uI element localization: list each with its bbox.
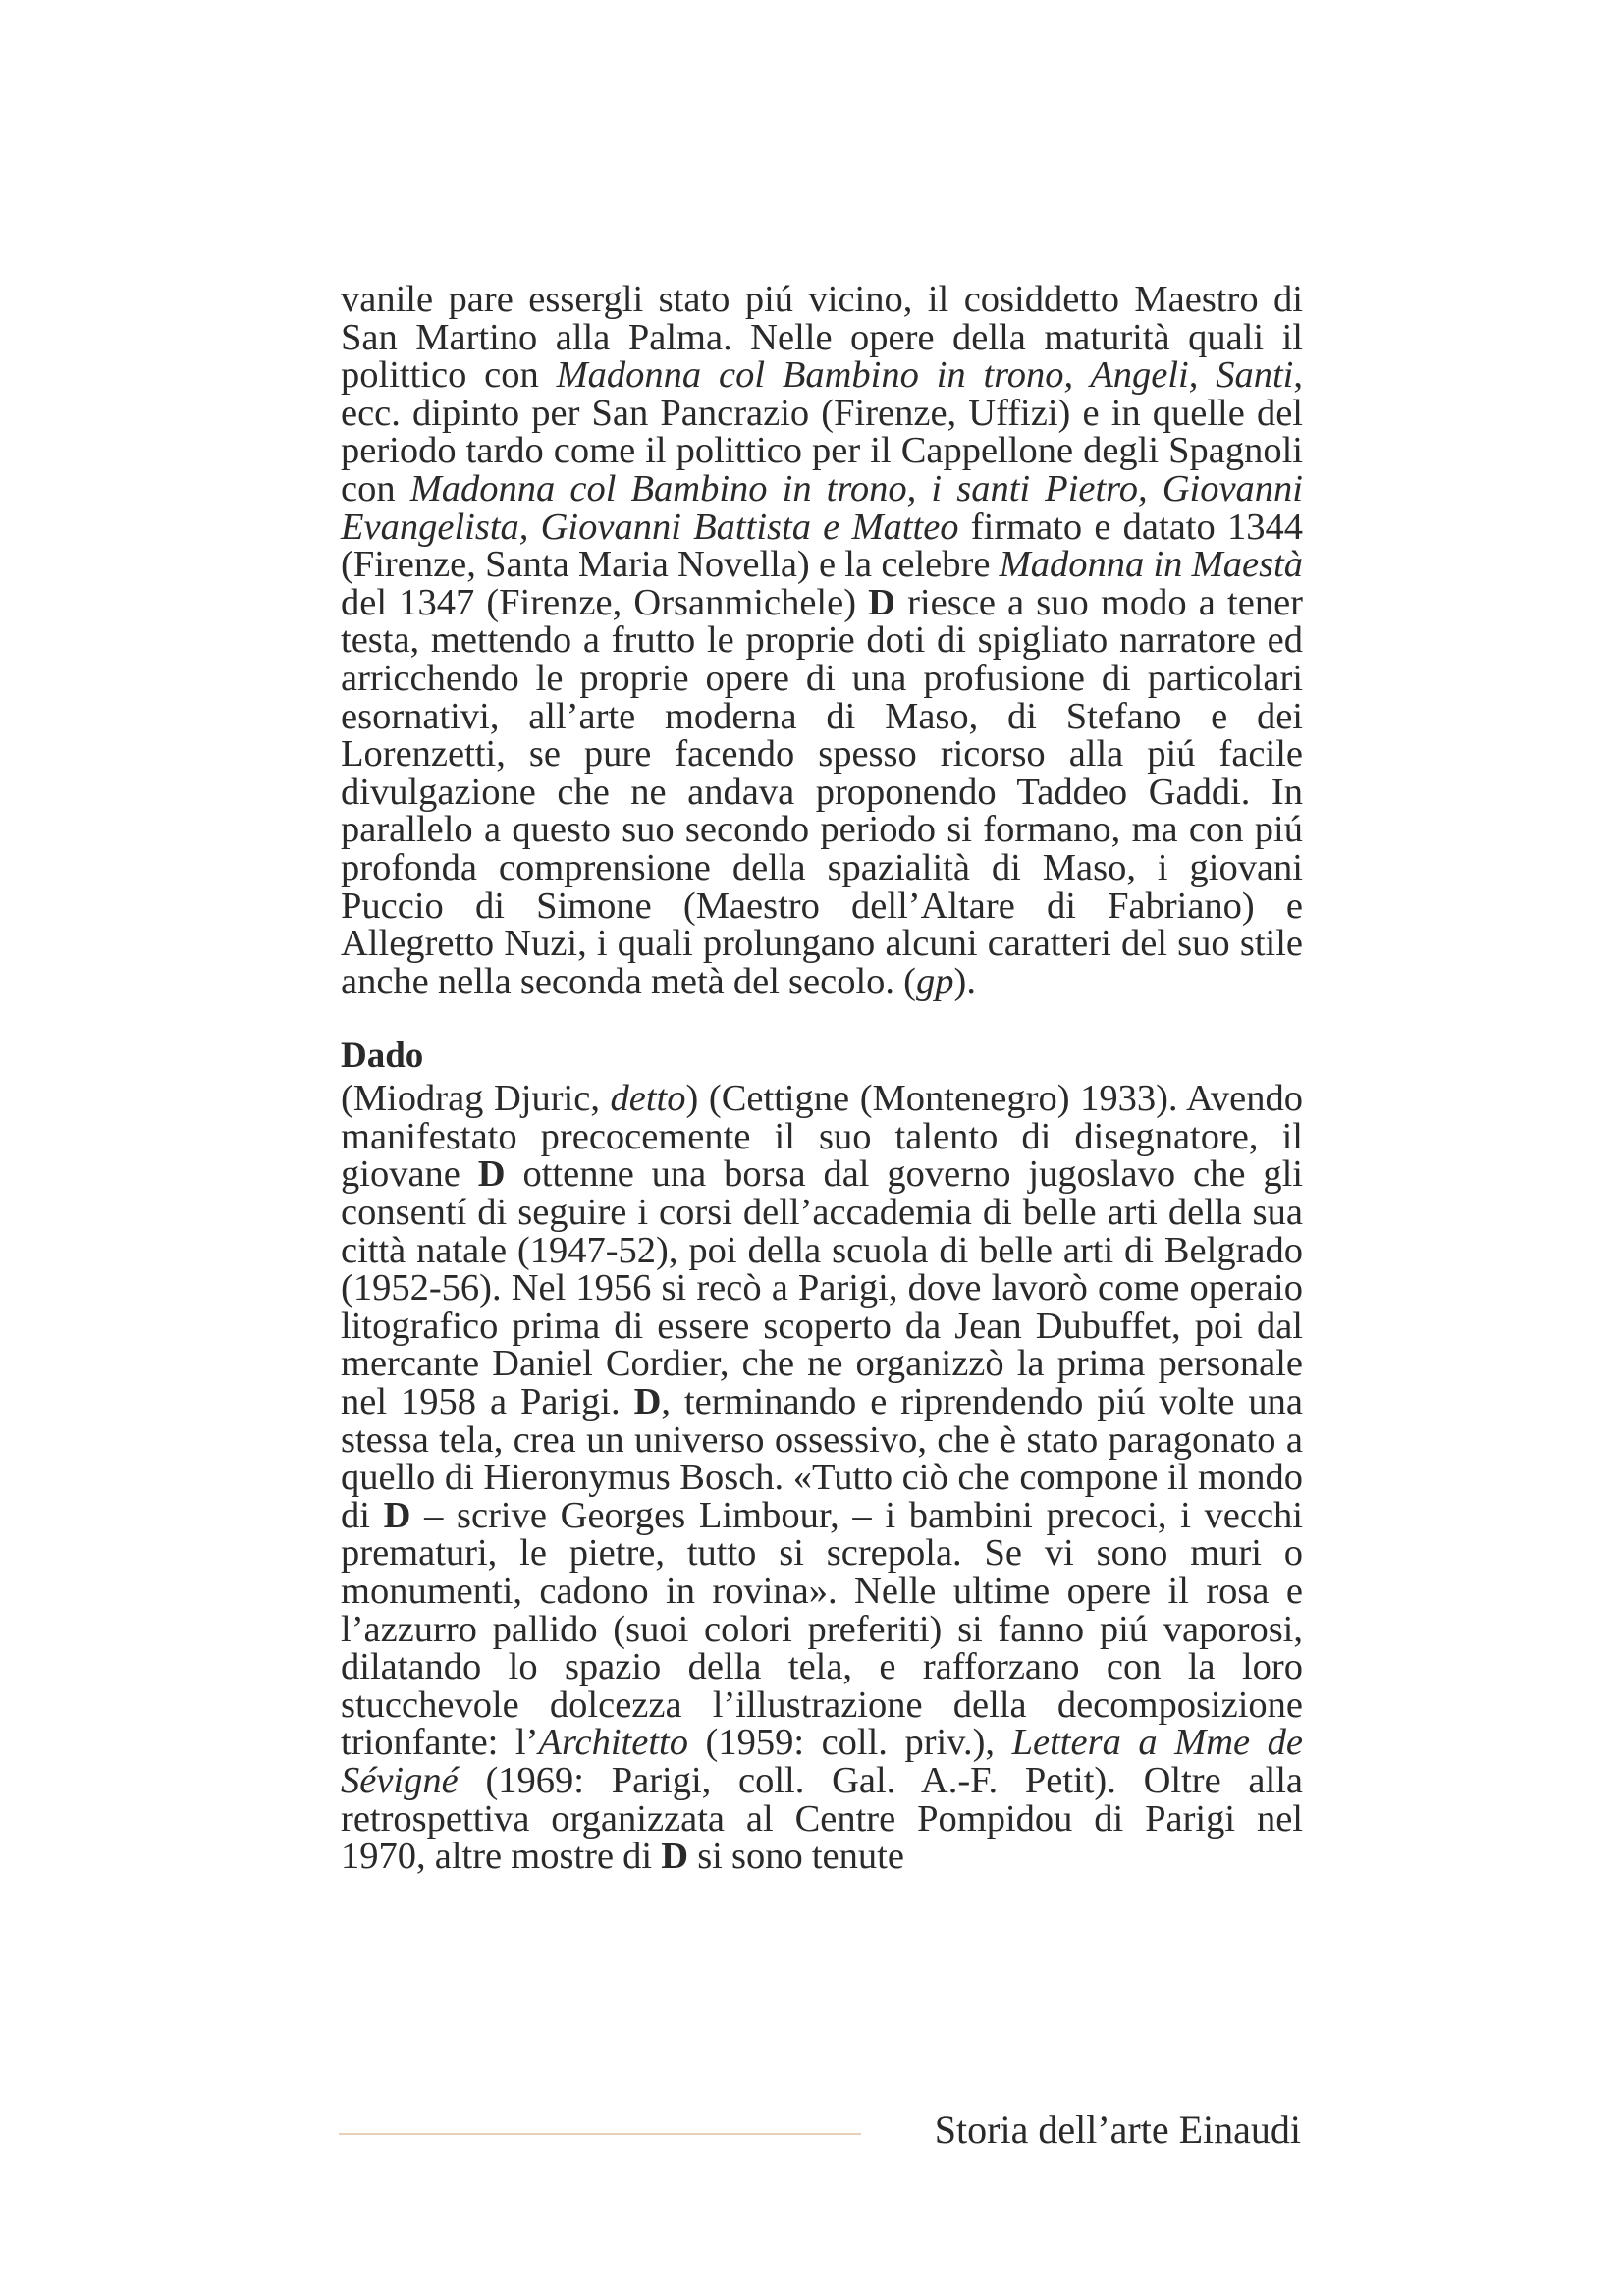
text-run: del 1347 (Firenze, Orsanmichele) — [341, 581, 869, 623]
text-run: si sono tenute — [688, 1836, 904, 1878]
text-run: (1969: Parigi, coll. Gal. A.-F. Petit). Oltre alla retrospettiva organizzata al Centre Pompidou di Parigi nel 1970, altre mostre di — [341, 1759, 1303, 1878]
text-run: ) (Cettigne (Montenegro) 1933). Avendo manifestato precocemente il suo talento di disegnatore, il giovane — [341, 1078, 1303, 1196]
entry-dado-paragraph — [341, 1078, 1304, 1878]
text-run: ). — [953, 960, 976, 1002]
artwork-title: Madonna in Maestà — [999, 544, 1303, 586]
text-run: riesce a suo modo a tener testa, mettendo a frutto le proprie doti di spigliato narratore ed arricchendo le proprie opere di una profusione di particolari esornativi, all’arte moderna di Maso, di Stefano e dei Lorenzetti, se pure facendo spesso ricorso alla piú facile divulgazione che ne andava proponendo Taddeo Gaddi. In parallelo a questo suo secondo periodo si formano, ma con piú profonda comprensione della spazialità di Maso, i giovani Puccio di Simone (Maestro dell’Altare di Fabriano) e Allegretto Nuzi, i quali prolungano alcuni caratteri del suo stile anche nella seconda metà del secolo. ( — [341, 581, 1303, 1002]
text-run: (Miodrag Djuric, — [341, 1078, 611, 1120]
page-body — [341, 281, 1303, 1876]
artwork-title: Lettera a Mme de Sévigné — [341, 1722, 1304, 1801]
footer-rule — [339, 2133, 861, 2135]
entry-heading-dado: Dado — [341, 1036, 424, 1077]
artist-abbreviation: D — [868, 581, 895, 623]
page-footer — [339, 2104, 1301, 2163]
artist-abbreviation: D — [383, 1494, 411, 1536]
text-run: firmato e datato 1344 (Firenze, Santa Maria Novella) e la celebre — [341, 506, 1303, 586]
artwork-title: Madonna col Bambino in trono, Angeli, Santi — [556, 354, 1294, 397]
text-run: ottenne una borsa dal governo jugoslavo che gli consentí di seguire i corsi dell’accademia di belle arti della sua città natale (1947-52), poi della scuola di belle arti di Belgrado (1952-56). Nel 1956 si recò a Parigi, dove lavorò come operaio litografico prima di essere scoperto da Jean Dubuffet, poi dal mercante Daniel Cordier, che ne organizzò la prima personale nel 1958 a Parigi. — [341, 1153, 1303, 1423]
text-run: vanile pare essergli stato piú vicino, il cosiddetto Maestro di San Martino alla Palma. Nelle opere della maturità quali il polittico con — [341, 279, 1303, 397]
artist-abbreviation: D — [633, 1381, 662, 1423]
artwork-title: Madonna col Bambino in trono, i santi Pietro, Giovanni Evangelista, Giovanni Battista e Matteo — [341, 467, 1304, 548]
artist-abbreviation: D — [477, 1153, 506, 1196]
footer-title: Storia dell’arte Einaudi — [934, 2108, 1301, 2152]
article-continued-paragraph — [341, 281, 1303, 1000]
italic-term: detto — [610, 1078, 686, 1120]
text-run: , ecc. dipinto per San Pancrazio (Firenze, Uffizi) e in quelle del periodo tardo come il polittico per il Cappellone degli Spagnoli con — [341, 354, 1303, 509]
author-initials: gp — [916, 960, 954, 1002]
artist-abbreviation: D — [661, 1836, 689, 1878]
text-run: (1959: coll. priv.), — [687, 1722, 1012, 1764]
artwork-title: Architetto — [538, 1722, 688, 1764]
text-run: , terminando e riprendendo piú volte una stessa tela, crea un universo ossessivo, che è stato paragonato a quello di Hieronymus Bosch. «Tutto ciò che compone il mondo di — [341, 1381, 1303, 1536]
text-run: – scrive Georges Limbour, – i bambini precoci, i vecchi prematuri, le pietre, tutto si screpola. Se vi sono muri o monumenti, cadono in rovina». Nelle ultime opere il rosa e l’azzurro pallido (suoi colori preferiti) si fanno piú vaporosi, dilatando lo spazio della tela, e rafforzano con la loro stucchevole dolcezza l’illustrazione della decomposizione trionfante: l’ — [341, 1494, 1303, 1764]
